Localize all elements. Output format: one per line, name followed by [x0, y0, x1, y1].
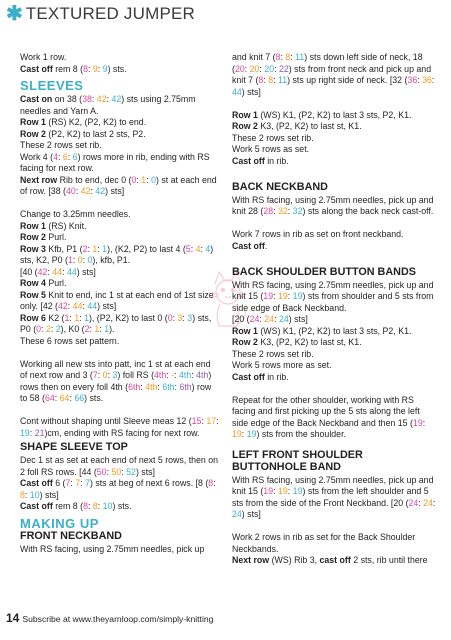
cast-on-instruction: Cast on on 38 (38: 42: 42) sts using 2.75mm needles and Yarn A. [20, 94, 196, 116]
stitch-count: [40 (42: 44: 44) sts] [20, 266, 96, 277]
pattern-title: TEXTURED JUMPER [25, 4, 195, 23]
work-row: Work 1 row. [20, 52, 67, 62]
instruction-text: Change to 3.25mm needles. [20, 209, 131, 219]
section-heading-left-front-shoulder: LEFT FRONT SHOULDER [232, 448, 363, 461]
asterisk-icon: ✱ [6, 3, 23, 25]
instruction-text: Cont without shaping until Sleeve meas 12 (15: 17: 19: 21)cm, ending with RS facing for next row. [20, 416, 219, 438]
section-heading-back-shoulder-button-bands: BACK SHOULDER BUTTON BANDS [232, 265, 416, 278]
subscribe-link[interactable]: Subscribe at www.theyarnloop.com/simply-knitting [22, 614, 214, 624]
left-column [20, 52, 220, 555]
row-instruction: Row 5 Knit to end, inc 1 st at each end of 1st size only. [42 (42: 44: 44) sts] [20, 289, 214, 311]
cast-off-instruction: Cast off. [232, 240, 268, 251]
row-instruction: Row 2 (P2, K2) to last 2 sts, P2. [20, 128, 146, 139]
instruction-text: These 2 rows set rib. [232, 132, 314, 143]
instruction-text: Dec 1 st as set at each end of next 5 rows, then on 2 foll RS rows. [44 (50: 50: 52) sts] [20, 455, 219, 477]
section-heading-back-neckband: BACK NECKBAND [232, 180, 328, 193]
row-instruction: Row 1 (RS) Knit. [20, 220, 87, 231]
row-instruction: Row 2 K3, (P2, K2) to last st, K1. [232, 121, 362, 131]
section-heading-shape-sleeve-top: SHAPE SLEEVE TOP [20, 441, 128, 453]
instruction-text: These 6 rows set pattern. [20, 335, 120, 346]
row-instruction: Row 1 (RS) K2, (P2, K2) to end. [20, 117, 147, 127]
instruction-text: With RS facing, using 2.75mm needles, pick up and knit 15 (19: 19: 19) sts from shoulder and 5 sts from side edge of Back Neckband. [232, 279, 434, 313]
instruction-text: Work 7 rows in rib as set on front neckband. [232, 229, 404, 239]
instruction-text: Repeat for the other shoulder, working with RS facing and first picking up the 5 sts along the left side edge of the Back Neckband and then 15 (19: 19: 19) sts from the shoulder. [232, 394, 426, 439]
cast-off-instruction: Cast off in rib. [232, 155, 289, 166]
instruction-text: Work 5 rows as set. [232, 144, 310, 154]
row-instruction: Row 2 K3, (P2, K2) to last st, K1. [232, 337, 362, 347]
row-instruction: Row 3 Kfb, P1 (2: 1: 1), (K2, P2) to last 4 (5: 4: 4) sts, K2, P0 (1: 0: 0), kfb, P1. [20, 243, 214, 265]
cast-off-instruction: Cast off rem 8 (8: 8: 10) sts. [20, 501, 132, 511]
right-column [232, 52, 437, 567]
instruction-text: These 2 rows set rib. [20, 140, 102, 150]
cast-off-instruction: Cast off 6 (7: 7: 7) sts at beg of next 6 rows. [8 (8: 8: 10) sts] [20, 478, 216, 500]
instruction-text: and knit 7 (8: 8: 11) sts down left side of neck, 18 (20: 20: 20: 22) sts from front neck and pick up and knit 7 (8: 8: 11) sts up right side of neck. [32 (36: 36: 44) sts] [232, 52, 435, 97]
row-instruction: Row 1 (WS) K1, (P2, K2) to last 3 sts, P2, K1. [232, 325, 412, 336]
section-heading-sleeves: SLEEVES [20, 78, 84, 93]
row-instruction: Row 6 K2 (1: 1: 1), (P2, K2) to last 0 (0: 3: 3) sts, P0 (0: 2: 2), K0 (2: 1: 1). [20, 312, 212, 334]
row-instruction: Next row Rib to end, dec 0 (0: 1: 0) st at each end of row. [38 (40: 42: 42) sts] [20, 174, 217, 196]
instruction-text: Work 5 rows more as set. [232, 360, 332, 370]
stitch-count: [20 (24: 24: 24) sts] [232, 314, 308, 324]
section-heading-making-up: MAKING UP [20, 515, 99, 531]
row-instruction: Next row (WS) Rib 3, cast off 2 sts, rib until there [232, 555, 428, 565]
instruction-text: These 2 rows set rib. [232, 348, 314, 359]
section-heading-front-neckband: FRONT NECKBAND [20, 529, 122, 542]
row-instruction: Row 2 Purl. [20, 232, 67, 242]
page-footer [6, 611, 213, 625]
row-instruction: Row 1 (WS) K1, (P2, K2) to last 3 sts, P2, K1. [232, 109, 412, 120]
instruction-text: With RS facing, using 2.75mm needles, pick up [20, 543, 205, 554]
row-instruction: Row 4 Purl. [20, 278, 67, 288]
cast-off-instruction: Cast off in rib. [232, 371, 289, 382]
instruction-text: With RS facing, using 2.75mm needles, pick up and knit 15 (19: 19: 19) sts from the left shoulder and 5 sts from the side of the Front Neckband. [20 (24: 24: 24) sts] [232, 474, 436, 519]
cast-off-rem: Cast off rem 8 (8: 9: 9) sts. [20, 63, 127, 74]
page-number: 14 [6, 611, 20, 625]
instruction-text: With RS facing, using 2.75mm needles, pick up and knit 28 (28: 32: 32) sts along the back neck cast-off. [232, 194, 434, 216]
instruction-text: Work 2 rows in rib as set for the Back Shoulder Neckbands. [232, 532, 416, 554]
instruction-text: Working all new sts into patt, inc 1 st at each end of next row and 3 (7: 0: 3) foll RS (4th: -: 4th: 4th) rows then on every foll 4th (6th: 4th: 6th: 6th) row to 58 (64: 64: 66) sts. [20, 358, 212, 403]
instruction-text: Work 4 (4: 6: 6) rows more in rib, ending with RS facing for next row. [20, 151, 210, 173]
page-header [6, 4, 195, 24]
section-heading-buttonhole-band: BUTTONHOLE BAND [232, 460, 341, 473]
